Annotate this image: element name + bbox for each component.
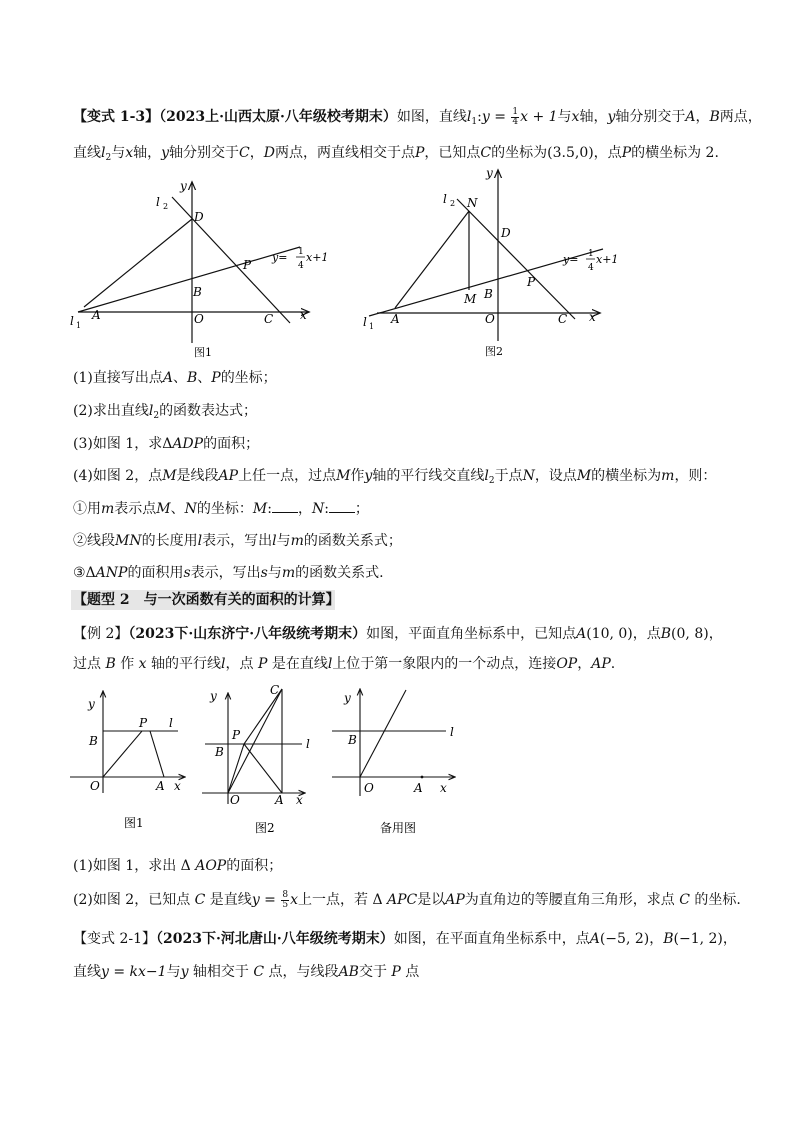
label-A: A [92,308,101,322]
ex2-figure-2 [202,683,310,835]
label-A: A [275,793,284,807]
answer-blank-M[interactable] [272,500,298,513]
example-2-question-1: (1)如图 1，求出 Δ AOP的面积； [73,858,283,874]
label-l2: l [156,195,160,209]
label-x: x [296,793,303,807]
question-2: (2)求出直线$l_2$的函数表达式； [73,403,258,421]
label-B: B [193,285,202,299]
label-x: x [589,310,596,324]
label-A: A [414,781,423,795]
figure-1 [60,175,329,365]
svg-text:1: 1 [369,322,375,331]
label-O: O [90,779,100,793]
equation-label: y= [563,253,579,266]
label-l1: l [363,315,367,329]
label-C: C [264,312,274,326]
fraction-eight-fifths: $\frac{8}{5}$ [282,889,289,910]
caption-fig1: 图1 [194,346,212,359]
caption-fig2: 图2 [485,345,503,358]
variant-2-1-line-1: 【变式 2-1】（2023下·河北唐山·八年级统考期末）如图，在平面直角坐标系中，点A(−5, 2)，B(−1, 2)， [73,931,737,947]
caption: 图2 [255,821,275,835]
label-y: y [486,166,493,180]
label-P: P [243,258,252,272]
label-y: y [344,691,351,705]
example-2-figures [60,680,480,840]
svg-text:1: 1 [298,247,304,257]
variant-2-1-line-2: 直线y = kx−1与y 轴相交于 C 点，与线段AB交于 P 点 [73,964,420,980]
label-M: M [464,292,477,306]
fraction-one-quarter: $\frac{1}{4}$ [512,106,519,127]
label-y: y [180,179,187,193]
svg-text:2: 2 [450,199,456,208]
example-2-line-2: 过点 B 作 x 轴的平行线l，点 P 是在直线l上位于第一象限内的一个动点，连接OP，AP. [73,656,616,672]
source-note: （2023上·山西太原·八年级校考期末） [159,109,397,125]
label-l: l [450,725,454,739]
label-y: y [88,697,95,711]
label-l1: l [70,314,74,328]
label-B: B [484,287,493,301]
question-3: (3)如图 1，求ΔADP的面积； [73,436,260,452]
ex2-figure-1 [70,692,184,830]
label-O: O [230,793,240,807]
variant-tag: 【变式 1-3】 [73,109,160,125]
svg-text:x+1: x+1 [306,251,329,264]
figure-2 [355,163,635,363]
question-1: (1)直接写出点A、B、P的坐标； [73,370,277,386]
label-P: P [232,728,241,742]
label-y: y [210,689,217,703]
label-x: x [300,308,307,322]
label-P: P [527,275,536,289]
sub-question-2: ②线段MN的长度用l表示，写出l与m的函数关系式； [73,533,402,549]
label-B: B [89,734,98,748]
equation-label: y= [272,251,288,264]
label-A: A [156,779,165,793]
sub-question-1: ①用m表示点M、N的坐标：M: ，N: ； [73,501,369,517]
svg-text:4: 4 [298,261,304,271]
question-4: (4)如图 2，点M是线段AP上任一点，过点M作y轴的平行线交直线$l_2$于点N，设点M的横坐标为m，则： [73,468,717,486]
variant-1-3-line-1: 【变式 1-3】（2023上·山西太原·八年级校考期末）如图，直线$l_1:y$ = $\frac{1}{4}$ x + 1与x轴，y轴分别交于A，B两点， [73,106,762,127]
label-l2: l [443,192,447,206]
label-x: x [440,781,447,795]
svg-text:1: 1 [588,249,594,259]
ex2-figure-3 [332,690,454,835]
label-O: O [194,312,204,326]
svg-text:1: 1 [76,321,82,330]
label-O: O [364,781,374,795]
label-P: P [139,716,148,730]
answer-blank-N[interactable] [329,500,355,513]
caption: 图1 [124,816,144,830]
svg-text:4: 4 [588,263,594,273]
label-C: C [270,683,280,697]
caption: 备用图 [380,821,417,835]
label-D: D [194,210,204,224]
label-B: B [215,745,224,759]
svg-text:x+1: x+1 [596,253,619,266]
label-B: B [348,733,357,747]
sub-question-3: ③ΔANP的面积用s表示，写出s与m的函数关系式. [73,565,384,581]
example-2-question-2: (2)如图 2，已知点 C 是直线y = $\frac{8}{5}$ x上一点，若 Δ APC是以AP为直角边的等腰直角三角形，求点 C 的坐标. [73,889,741,910]
section-heading: 【题型 2 与一次函数有关的面积的计算】 [73,592,340,608]
segment-AN [395,211,469,308]
segment-AD [84,219,192,307]
label-x: x [174,779,181,793]
line-l1 [78,247,300,312]
label-O: O [485,312,495,326]
label-C: C [558,312,568,326]
example-2-line-1: 【例 2】（2023下·山东济宁·八年级统考期末）如图，平面直角坐标系中，已知点A(10, 0)，点B(0, 8)， [73,626,723,642]
label-l: l [169,716,173,730]
label-A: A [391,312,400,326]
svg-text:2: 2 [163,202,169,211]
label-D: D [501,226,511,240]
label-l: l [306,737,310,751]
label-N: N [467,196,478,210]
variant-1-3-line-2: 直线$l_2$与x轴，y轴分别交于C，D两点，两直线相交于点P，已知点C的坐标为(3.5,0)，点P的横坐标为 2. [73,145,719,163]
